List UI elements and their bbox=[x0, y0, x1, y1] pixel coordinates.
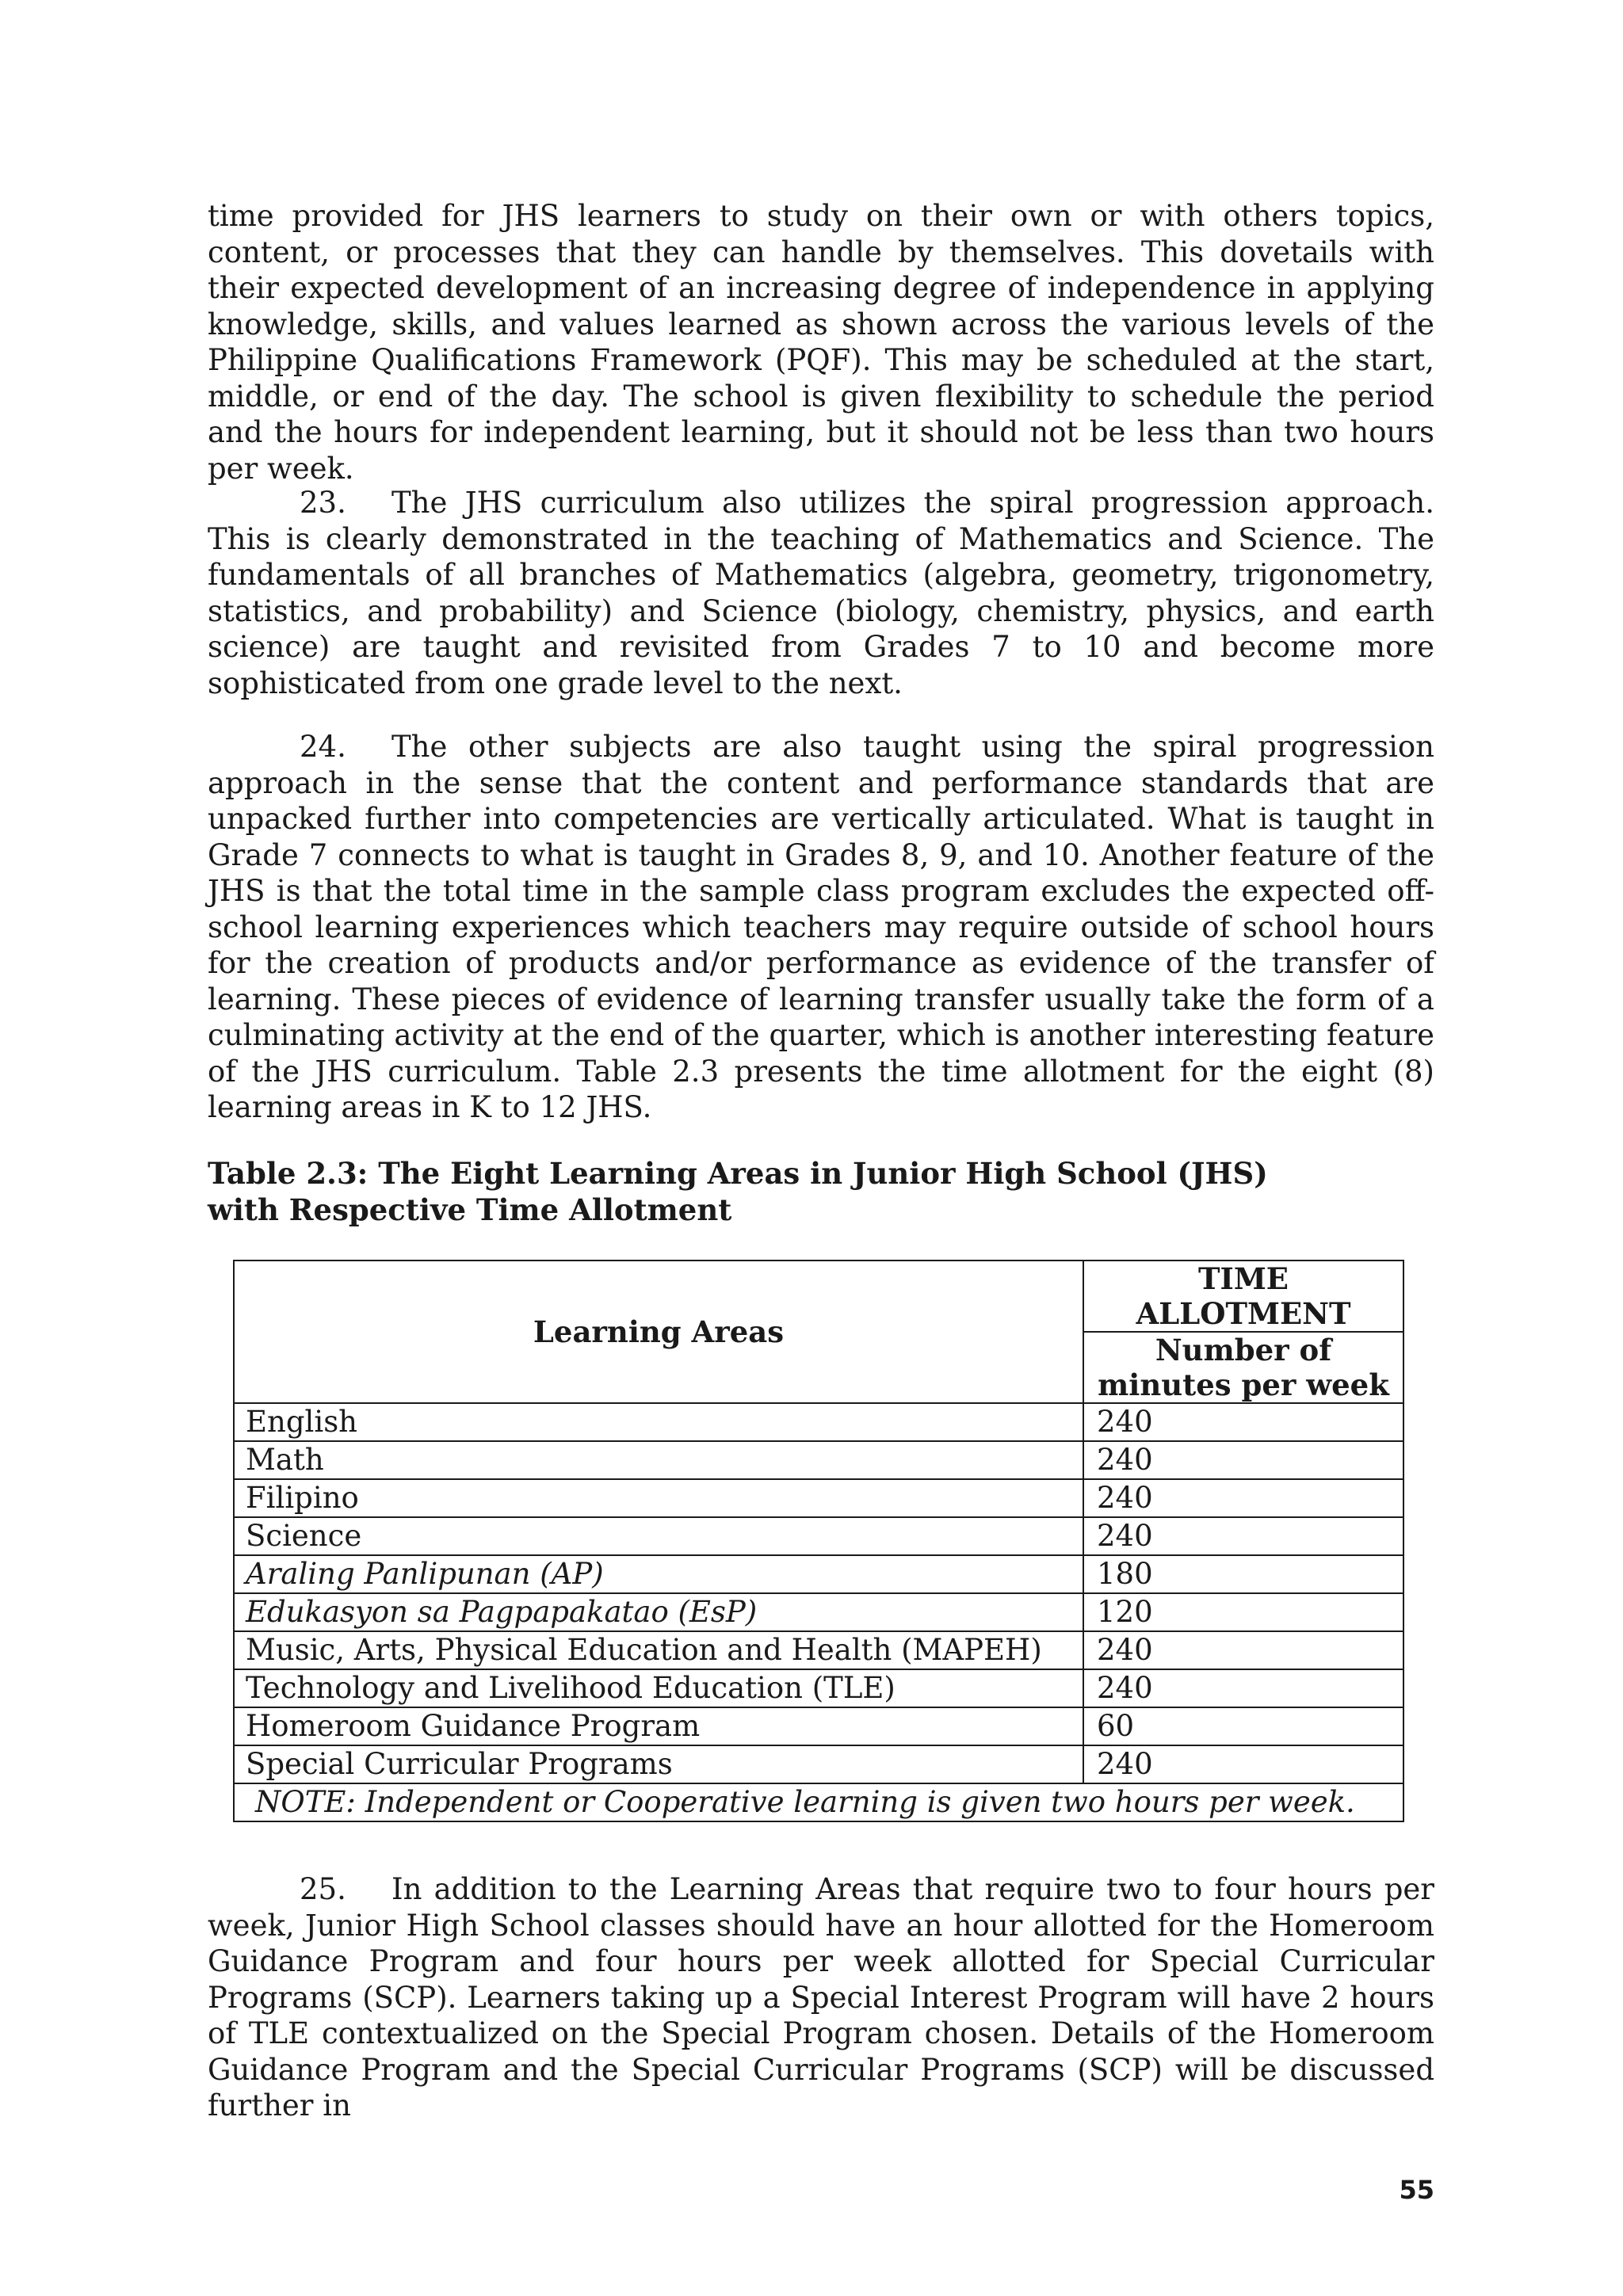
table-row bbox=[234, 1441, 1403, 1479]
table-row bbox=[234, 1403, 1403, 1441]
area-cell: Music, Arts, Physical Education and Health (MAPEH) bbox=[234, 1631, 1083, 1669]
minutes-cell: 180 bbox=[1083, 1555, 1403, 1593]
minutes-cell: 240 bbox=[1083, 1441, 1403, 1479]
table-row bbox=[234, 1707, 1403, 1745]
table-row bbox=[234, 1555, 1403, 1593]
area-cell: English bbox=[234, 1403, 1083, 1441]
header-learning-areas: Learning Areas bbox=[234, 1261, 1083, 1403]
paragraph-text: In addition to the Learning Areas that require two to four hours per week, Junior High School classes should have an hour allotted for the Homeroom Guidance Program and four hours per week allotted for Special Curricular Programs (SCP). Learners taking up a Special Interest Program will have 2 hours of TLE contextualized on the Special Program chosen. Details of the Homeroom Guidance Program and the Special Curricular Programs (SCP) will be discussed further in bbox=[208, 1872, 1434, 2122]
area-cell: Edukasyon sa Pagpapakatao (EsP) bbox=[234, 1593, 1083, 1631]
table-header-row bbox=[234, 1261, 1403, 1332]
minutes-cell: 240 bbox=[1083, 1631, 1403, 1669]
paragraph-text: The other subjects are also taught using the spiral progression approach in the sense that the content and performance standards that are unpacked further into competencies are vertically articulated. What is taught in Grade 7 connects to what is taught in Grades 8, 9, and 10. Another feature of the JHS is that the total time in the sample class program excludes the expected off-school learning experiences which teachers may require outside of school hours for the creation of products and/or performance as evidence of the transfer of learning. These pieces of evidence of learning transfer usually take the form of a culminating activity at the end of the quarter, which is another interesting feature of the JHS curriculum. Table 2.3 presents the time allotment for the eight (8) learning areas in K to 12 JHS. bbox=[208, 730, 1434, 1124]
header-time-allotment: TIME ALLOTMENT bbox=[1083, 1261, 1403, 1332]
table-note-row bbox=[234, 1783, 1403, 1821]
area-cell: Special Curricular Programs bbox=[234, 1745, 1083, 1783]
paragraph-25 bbox=[208, 1871, 1434, 2124]
minutes-cell: 60 bbox=[1083, 1707, 1403, 1745]
area-cell: Filipino bbox=[234, 1479, 1083, 1517]
paragraph-number: 23. bbox=[300, 486, 346, 520]
minutes-cell: 120 bbox=[1083, 1593, 1403, 1631]
table-caption bbox=[208, 1155, 1434, 1228]
table-row bbox=[234, 1631, 1403, 1669]
table-row bbox=[234, 1669, 1403, 1707]
table-row bbox=[234, 1479, 1403, 1517]
area-cell: Math bbox=[234, 1441, 1083, 1479]
area-cell: Technology and Livelihood Education (TLE) bbox=[234, 1669, 1083, 1707]
minutes-cell: 240 bbox=[1083, 1669, 1403, 1707]
minutes-cell: 240 bbox=[1083, 1403, 1403, 1441]
area-cell: Araling Panlipunan (AP) bbox=[234, 1555, 1083, 1593]
learning-areas-table bbox=[233, 1260, 1404, 1822]
area-cell: Homeroom Guidance Program bbox=[234, 1707, 1083, 1745]
minutes-cell: 240 bbox=[1083, 1745, 1403, 1783]
table-row bbox=[234, 1745, 1403, 1783]
table-row bbox=[234, 1517, 1403, 1555]
paragraph-text: The JHS curriculum also utilizes the spiral progression approach. This is clearly demonstrated in the teaching of Mathematics and Science. The fundamentals of all branches of Mathematics (algebra, geometry, trigonometry, statistics, and probability) and Science (biology, chemistry, physics, and earth science) are taught and revisited from Grades 7 to 10 and become more sophisticated from one grade level to the next. bbox=[208, 486, 1434, 700]
table-row bbox=[234, 1593, 1403, 1631]
area-cell: Science bbox=[234, 1517, 1083, 1555]
table-caption-line-1: Table 2.3: The Eight Learning Areas in Junior High School (JHS) bbox=[208, 1156, 1268, 1191]
minutes-cell: 240 bbox=[1083, 1479, 1403, 1517]
paragraph-number: 25. bbox=[300, 1872, 346, 1906]
table-note: NOTE: Independent or Cooperative learning is given two hours per week. bbox=[234, 1783, 1403, 1821]
paragraph-23 bbox=[208, 485, 1434, 701]
header-minutes-per-week: Number of minutes per week bbox=[1083, 1332, 1403, 1403]
page-number: 55 bbox=[1399, 2175, 1434, 2205]
table-caption-line-2: with Respective Time Allotment bbox=[208, 1192, 732, 1227]
paragraph-number: 24. bbox=[300, 730, 346, 764]
paragraph-independent-learning: time provided for JHS learners to study on their own or with others topics, content, or processes that they can handle by themselves. This dovetails with their expected development of an increasing degree of independence in applying knowledge, skills, and values learned as shown across the various levels of the Philippine Qualifications Framework (PQF). This may be scheduled at the start, middle, or end of the day. The school is given flexibility to schedule the period and the hours for independent learning, but it should not be less than two hours per week. bbox=[208, 199, 1434, 486]
paragraph-24 bbox=[208, 729, 1434, 1126]
minutes-cell: 240 bbox=[1083, 1517, 1403, 1555]
